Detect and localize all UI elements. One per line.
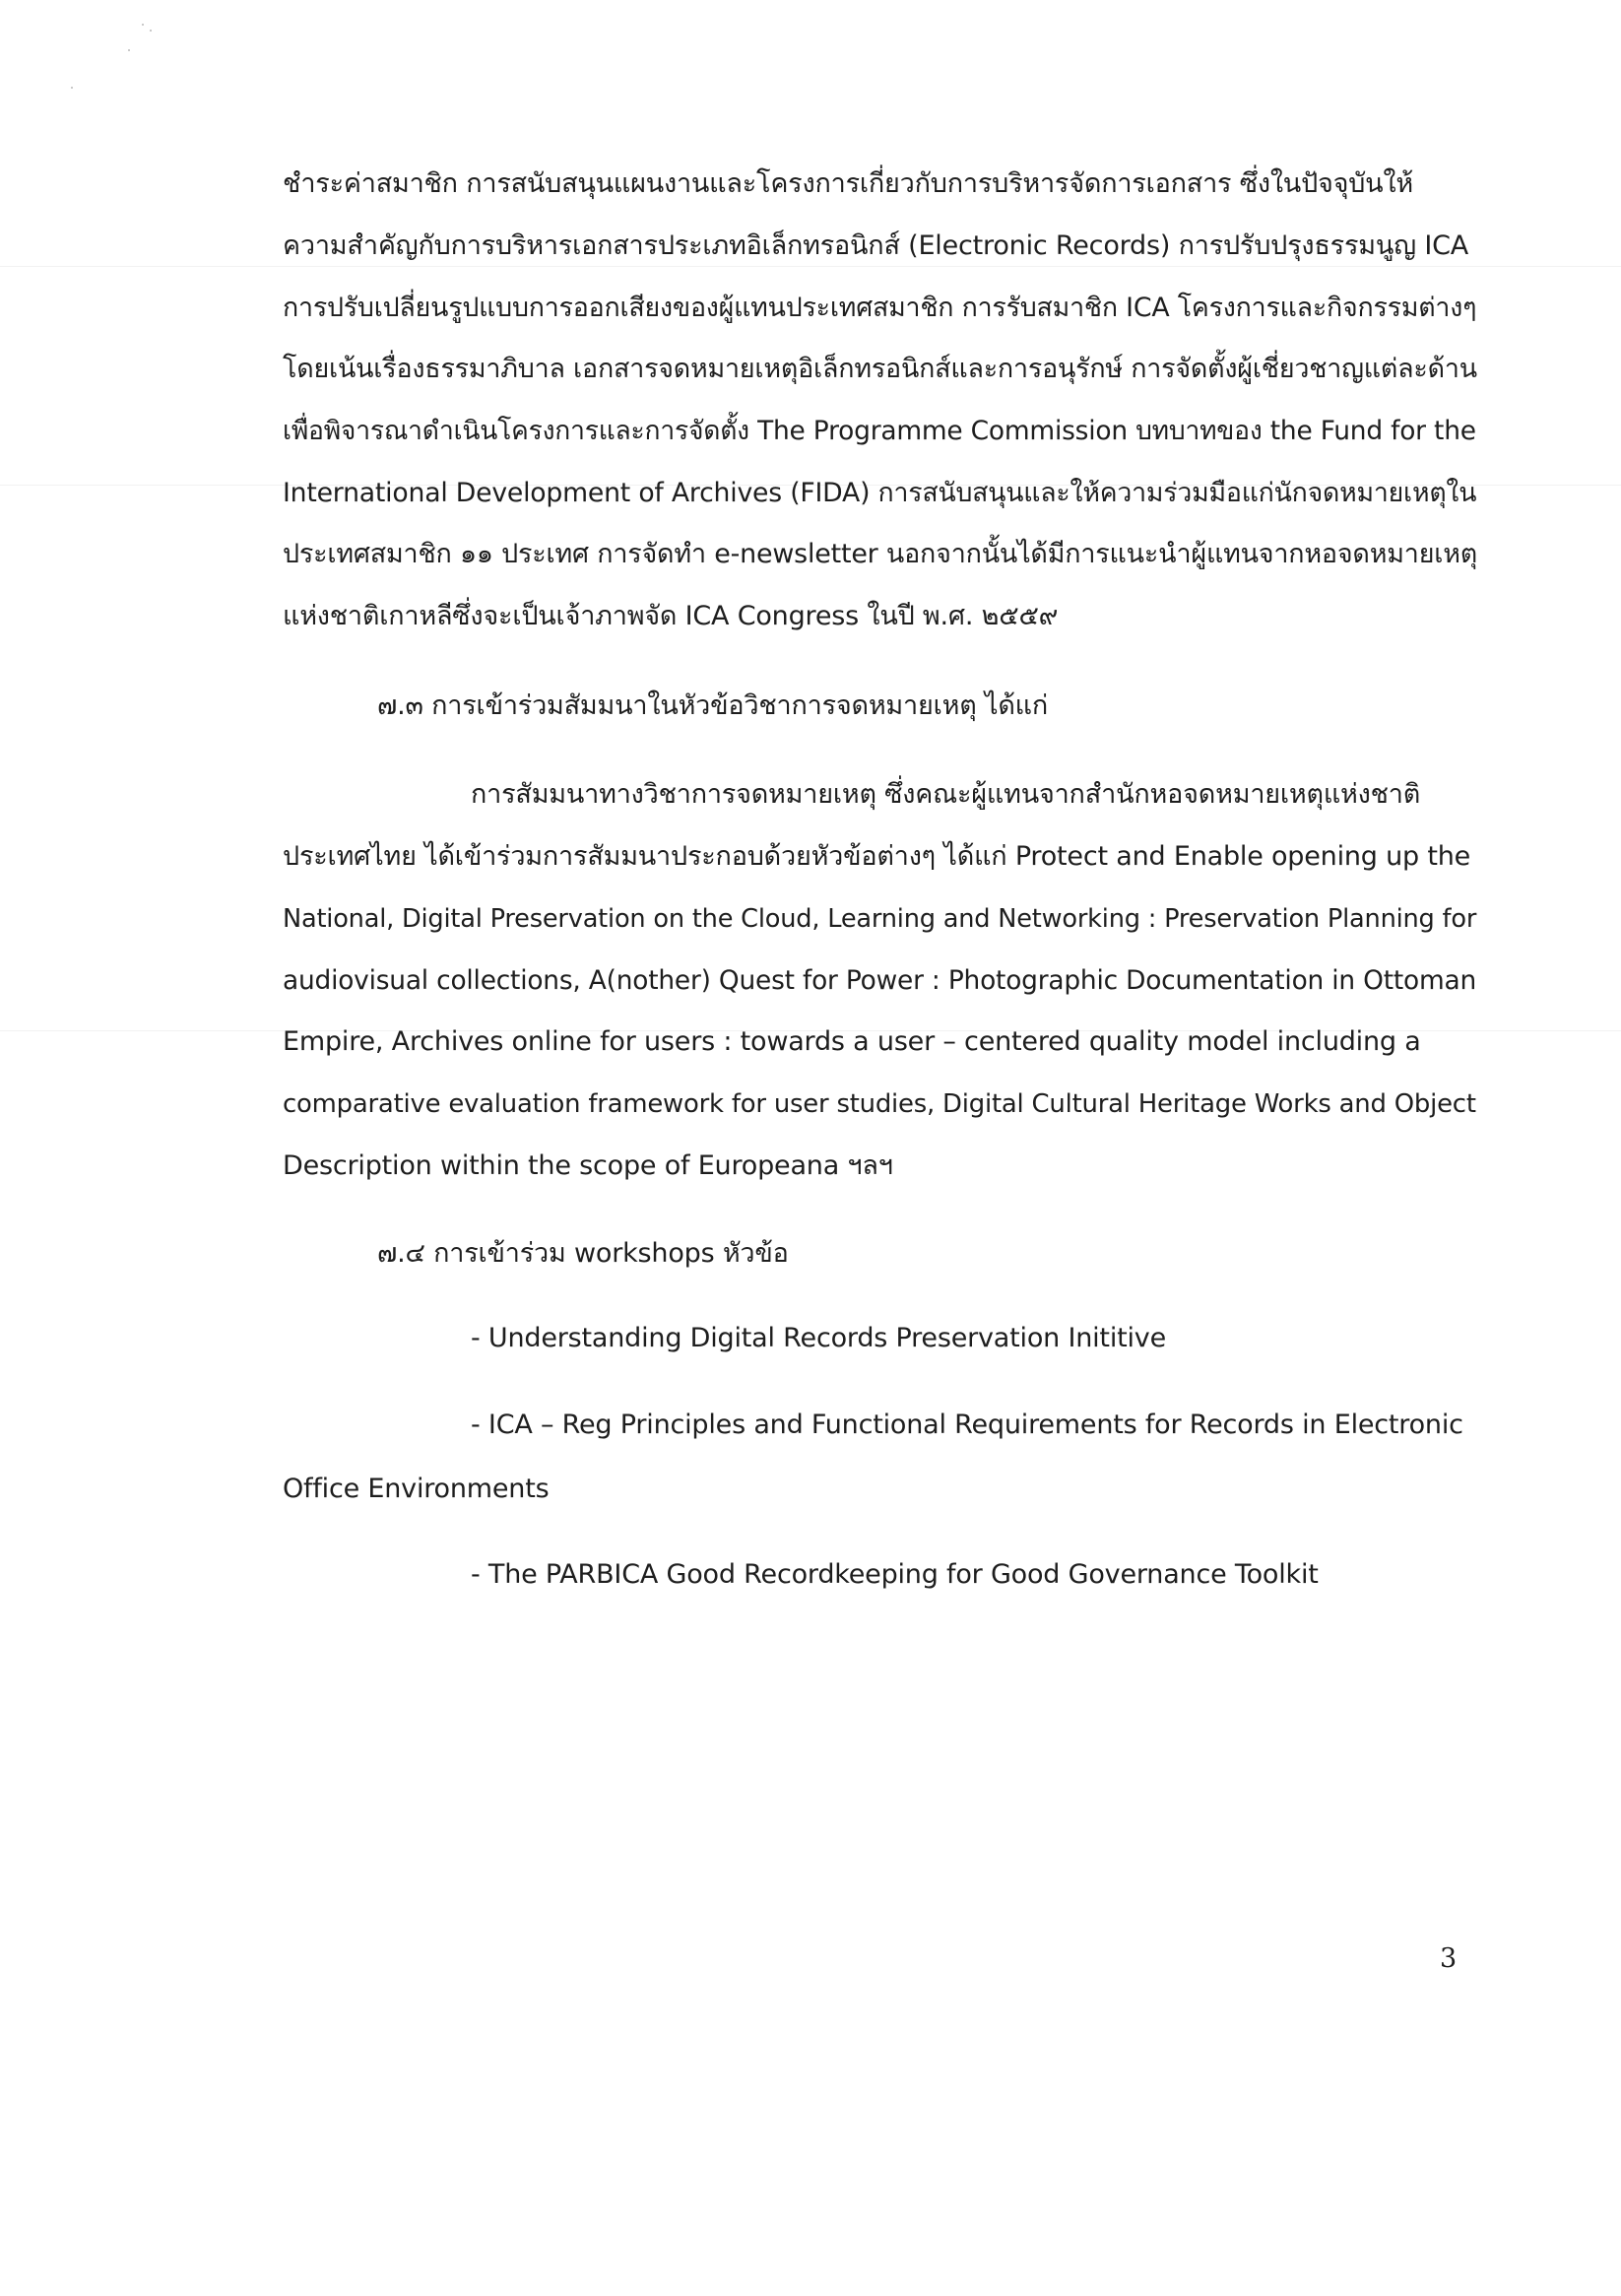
body-text-line: โดยเน้นเรื่องธรรมาภิบาล เอกสารจดหมายเหตุอิเล็กทรอนิกส์และการอนุรักษ์ การจัดตั้งผู้เชี่ยวชาญแต่ละด้าน <box>283 354 1477 384</box>
body-text-line: การสัมมนาทางวิชาการจดหมายเหตุ ซึ่งคณะผู้แทนจากสำนักหอจดหมายเหตุแห่งชาติ <box>471 779 1421 810</box>
section-heading-7-4: ๗.๔ การเข้าร่วม workshops หัวข้อ <box>377 1238 789 1269</box>
body-text-line: แห่งชาติเกาหลีซึ่งจะเป็นเจ้าภาพจัด ICA Congress ในปี พ.ศ. ๒๕๕๙ <box>283 601 1059 631</box>
body-text-line: National, Digital Preservation on the Cloud, Learning and Networking : Preservation Planning for <box>283 904 1477 934</box>
page-number: 3 <box>1440 1943 1458 1974</box>
body-text-line: audiovisual collections, A(nother) Quest for Power : Photographic Documentation in Ottoman <box>283 965 1477 996</box>
workshop-item: - Understanding Digital Records Preservation Inititive <box>471 1323 1166 1353</box>
scan-specks <box>59 20 177 98</box>
body-text-line: ความสำคัญกับการบริหารเอกสารประเภทอิเล็กทรอนิกส์ (Electronic Records) การปรับปรุงธรรมนูญ ICA <box>283 230 1469 261</box>
workshop-item: - The PARBICA Good Recordkeeping for Good Governance Toolkit <box>471 1559 1319 1590</box>
body-text-line: Description within the scope of Europeana ฯลฯ <box>283 1150 893 1181</box>
scan-artifact-line <box>0 266 1621 267</box>
body-text-line: ประเทศสมาชิก ๑๑ ประเทศ การจัดทำ e-newsletter นอกจากนั้นได้มีการแนะนำผู้แทนจากหอจดหมายเหตุ <box>283 539 1478 569</box>
body-text-line: Empire, Archives online for users : towards a user – centered quality model including a <box>283 1026 1421 1057</box>
body-text-line: comparative evaluation framework for user studies, Digital Cultural Heritage Works and Object <box>283 1089 1476 1119</box>
body-text-line: International Development of Archives (FIDA) การสนับสนุนและให้ความร่วมมือแก่นักจดหมายเหตุใน <box>283 478 1477 508</box>
workshop-item-continuation: Office Environments <box>283 1474 550 1504</box>
body-text-line: ประเทศไทย ได้เข้าร่วมการสัมมนาประกอบด้วยหัวข้อต่างๆ ได้แก่ Protect and Enable opening up the <box>283 841 1471 872</box>
section-heading-7-3: ๗.๓ การเข้าร่วมสัมมนาในหัวข้อวิชาการจดหมายเหตุ ได้แก่ <box>377 690 1049 721</box>
body-text-line: ชำระค่าสมาชิก การสนับสนุนแผนงานและโครงการเกี่ยวกับการบริหารจัดการเอกสาร ซึ่งในปัจจุบันให้ <box>283 168 1414 199</box>
body-text-line: การปรับเปลี่ยนรูปแบบการออกเสียงของผู้แทนประเทศสมาชิก การรับสมาชิก ICA โครงการและกิจกรรมต่างๆ <box>283 293 1477 323</box>
body-text-line: เพื่อพิจารณาดำเนินโครงการและการจัดตั้ง The Programme Commission บทบาทของ the Fund for the <box>283 416 1476 446</box>
workshop-item: - ICA – Reg Principles and Functional Requirements for Records in Electronic <box>471 1410 1463 1440</box>
